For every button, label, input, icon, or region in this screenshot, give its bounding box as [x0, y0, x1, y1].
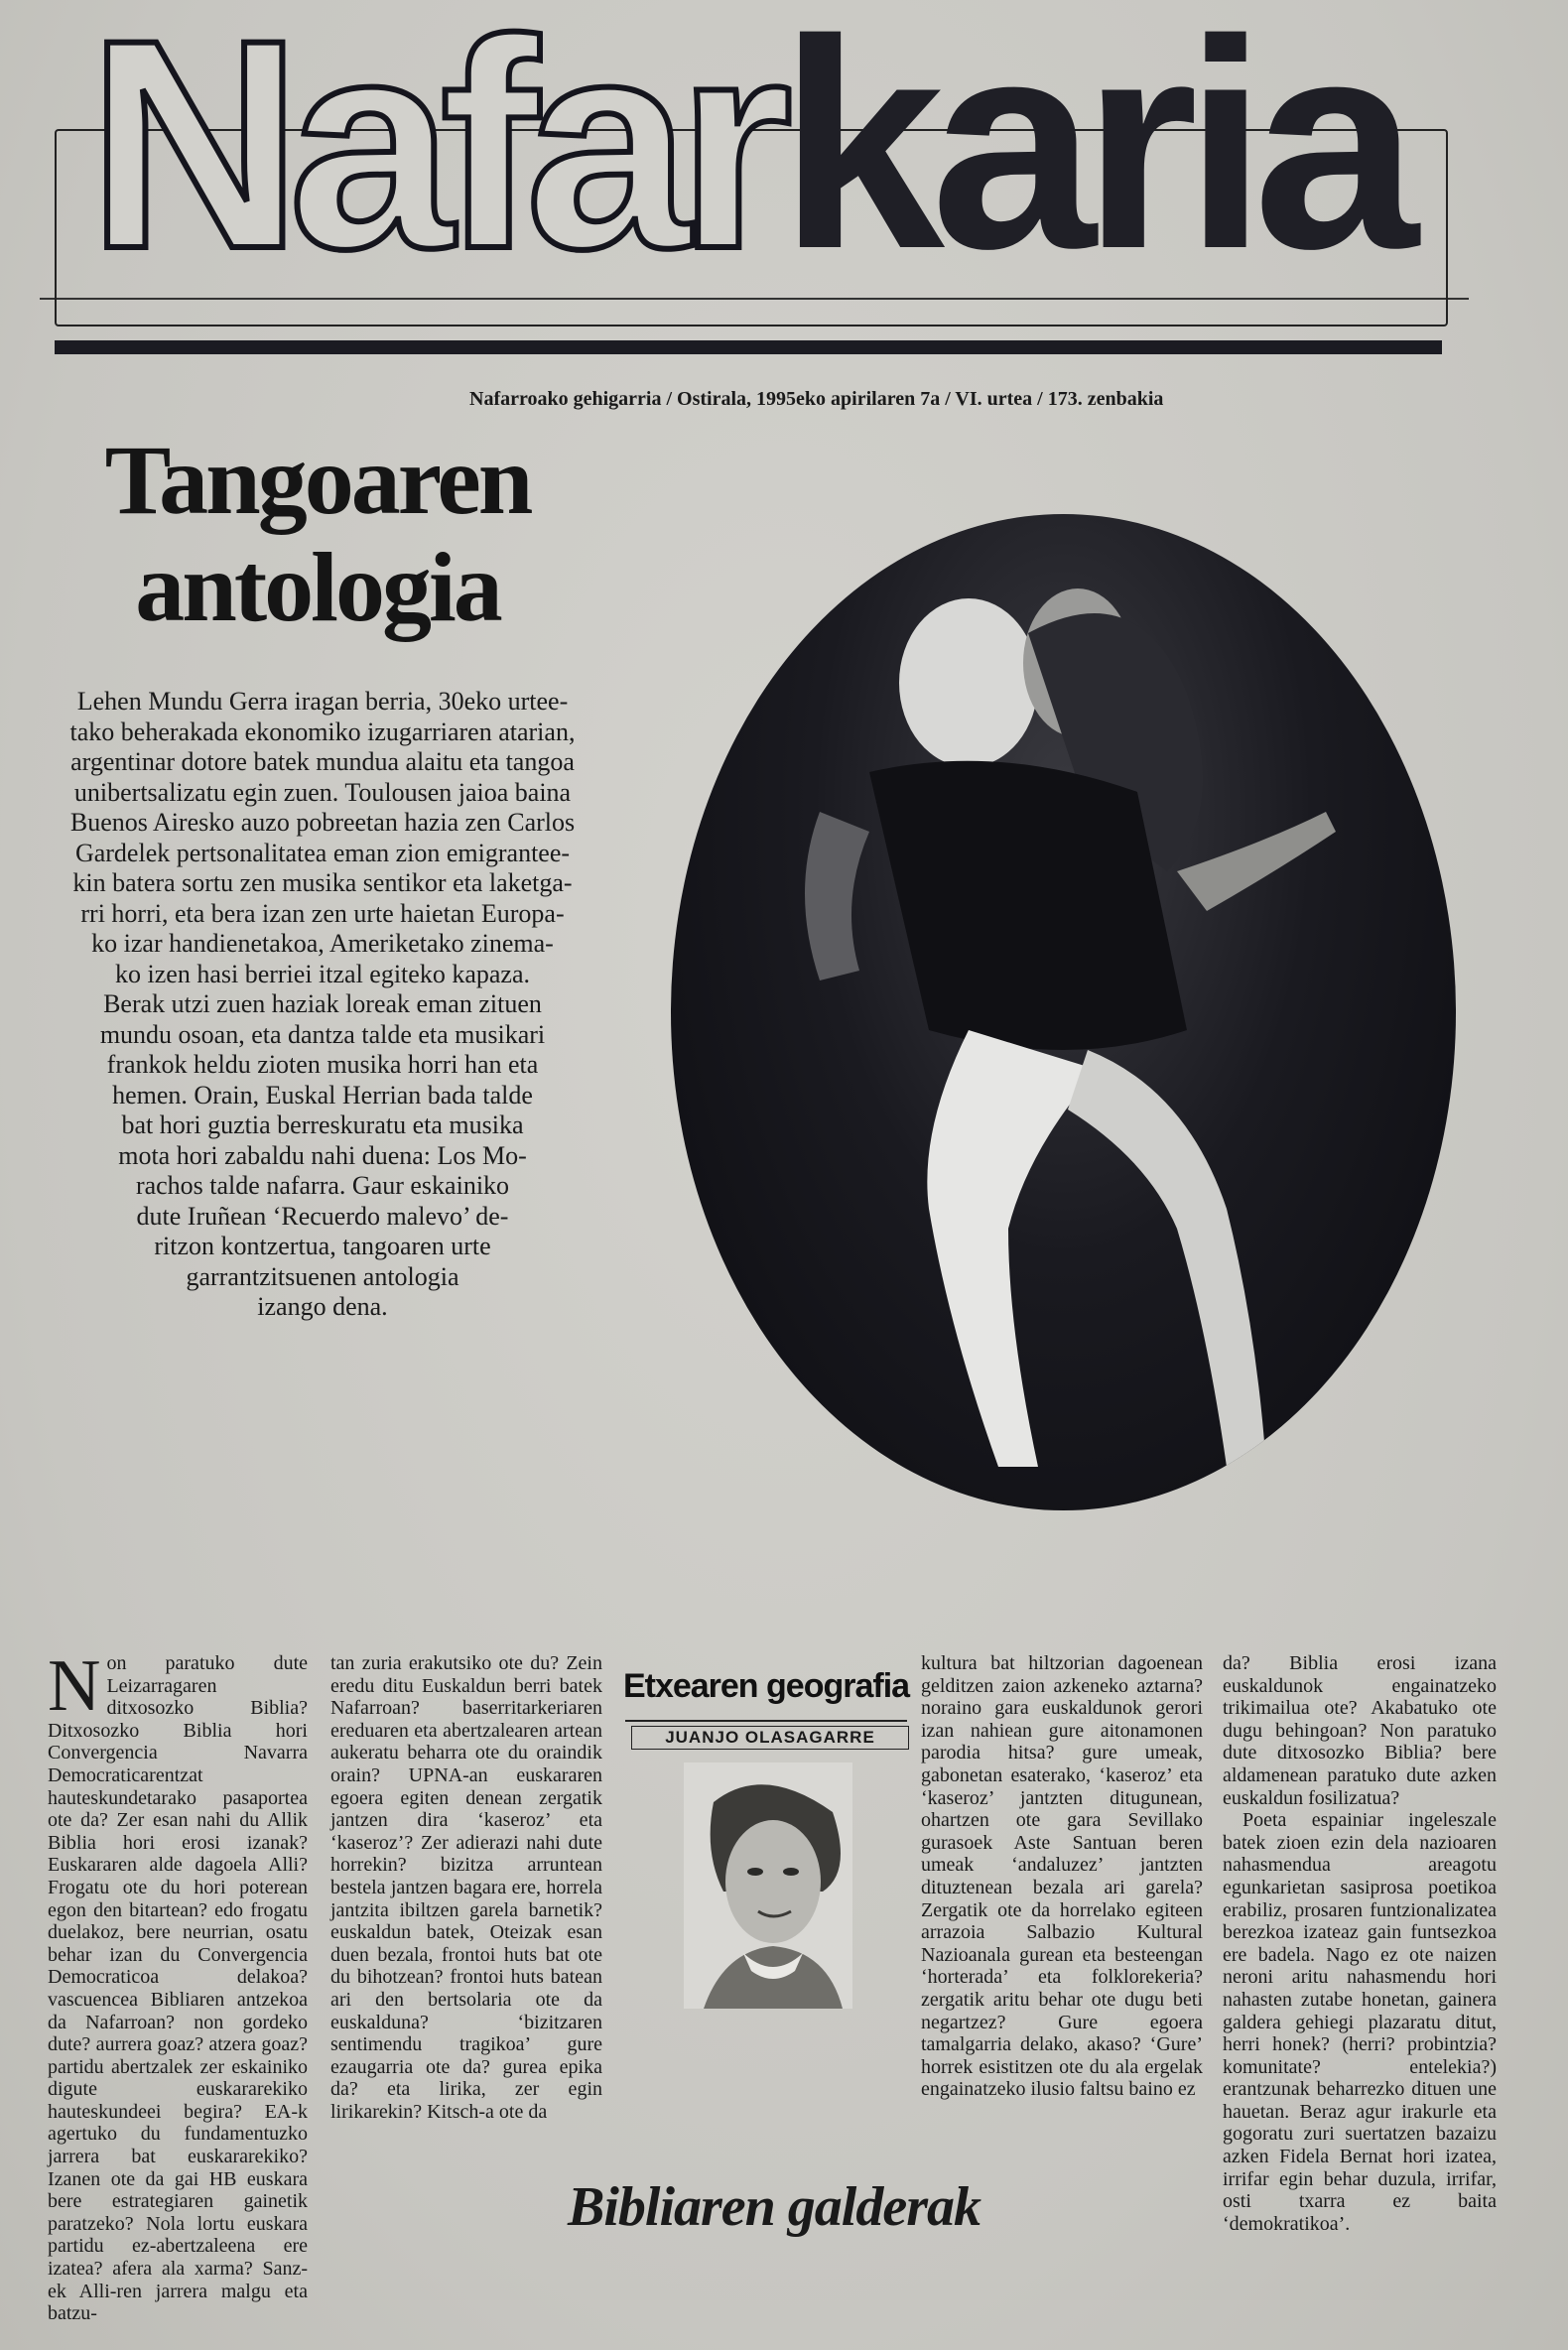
lead-body-line: dute Iruñean ‘Recuerdo malevo’ de- — [136, 1201, 509, 1231]
lead-body-line: mota hori zabaldu nahi duena: Los Mo- — [118, 1140, 527, 1170]
lead-body-line: tako beherakada ekonomiko izugarriaren atarian, — [69, 717, 576, 746]
lead-body-line: unibertsalizatu egin zuen. Toulousen jaioa baina — [73, 777, 572, 807]
masthead-rule — [55, 340, 1442, 354]
author-portrait — [684, 1762, 852, 2009]
lead-body-line: ko izar handienetakoa, Ameriketako zinema- — [91, 929, 554, 958]
column-text-3 — [921, 1652, 1203, 2101]
column-text-2 — [330, 1652, 602, 2123]
masthead-title-part1: Nafar — [87, 0, 779, 311]
lead-body-line: frankok heldu zioten musika horri han eta — [106, 1050, 539, 1079]
lead-body-line: garrantzitsuenen antologia — [186, 1261, 459, 1291]
column-text-4 — [1223, 1652, 1497, 2235]
dateline: Nafarroako gehigarria / Ostirala, 1995eko apirilaren 7a / VI. urtea / 173. zenbakia — [469, 388, 1164, 410]
lead-body-line: Gardelek pertsonalitatea eman zion emigrantee- — [74, 838, 571, 867]
lead-body-line: hemen. Orain, Euskal Herrian bada talde — [112, 1080, 533, 1110]
column-author: JUANJO OLASAGARRE — [631, 1726, 909, 1750]
column-section-title: Etxearen geografia — [622, 1667, 910, 1705]
lead-headline-line2: antologia — [135, 532, 500, 642]
lead-body-line: rachos talde nafarra. Gaur eskainiko — [135, 1171, 510, 1200]
column-text-1-body: on paratuko dute Leizarragaren ditxosozko Biblia? Ditxosozko Biblia hori Convergencia Navarra Democraticarentzat hauteskundetarako pasaportea ote da? Zer esan nahi du Allik Biblia hori erosi izanak? Euskararen alde dagoela Alli? Frogatu ote du hori poterean egon den bitartean? edo frogatu duelakoz, bere neurrian, osatu behar izan du Convergencia Democraticoa delakoa? vascuencea Bibliaren antzekoa da Nafarroan? non gordeko dute? aurrera goaz? atzera goaz? partidu abertzalek zer eskainiko digute euskararekiko hauteskundeei begira? EA-k agertuko du fundamentuzko jarrera bat euskararekiko? Izanen ote da gai HB euskara bere estrategiaren gainetik paratzeko? Nola lortu euskara partidu ez-abertzaleena ere izatea? afera ala xarma? Sanz-ek Alli-ren jarrera malgu eta batzu- — [48, 1652, 308, 2325]
lead-body-line: ritzon kontzertua, tangoaren urte — [154, 1232, 491, 1260]
column-title-rule — [625, 1720, 907, 1722]
drop-cap: N — [48, 1645, 101, 1727]
masthead-title — [87, 0, 1405, 311]
lead-body-line: bat hori guztia berreskuratu eta musika — [121, 1110, 524, 1139]
lead-body-line: Lehen Mundu Gerra iragan berria, 30eko urtee- — [76, 687, 569, 716]
tango-dancers-photo — [671, 514, 1456, 1510]
tango-dancers-illustration — [671, 514, 1456, 1510]
lead-body-line: argentinar dotore batek mundua alaitu eta tangoa — [70, 747, 575, 776]
lead-body-line: Buenos Airesko auzo pobreetan hazia zen Carlos — [69, 808, 576, 837]
column-text-2-body: tan zuria erakutsiko ote du? Zein eredu ditu Euskaldun berri batek Nafarroan? baserritarkeriaren ereduaren eta abertzalearen artean aukeratu beharra ote du oraindik orain? UPNA-an euskararen egoera egiten denean zergatik jantzen dira ‘kaseroz’ eta ‘kaseroz’? Zer adierazi nahi dute horrekin? bizitza arruntean bestela jantzen bagara ere, horrela jantzita ibiltzen garela barnetik? euskaldun batek, Oteizak esan duen bezala, frontoi huts bat ote du bihotzean? frontoi huts batean ari den bertsolaria ote da euskalduna? ‘bizitzaren sentimendu tragikoa’ gure ezaugarria ote da? gurea epika da? eta lirika, zer egin lirikarekin? Kitsch-a ote da — [330, 1652, 602, 2123]
column-text-4-para1: da? Biblia erosi izana euskaldunok engainatzeko trikimailua ote? Akabatuko ote dugu behingoan? Non paratuko dute ditxosozko Biblia? bere aldamenean paratuko dute azken euskaldun fosilizatua? — [1223, 1652, 1497, 1809]
lead-body-line: rri horri, eta bera izan zen urte haietan Europa- — [80, 898, 565, 928]
lead-body — [30, 687, 615, 1323]
column-text-4-para2: Poeta espainiar ingeleszale batek zioen ezin dela nazioaren nahasmendua areagotu egunkarietan sasiprosa poetikoa erabiliz, prosaren funtzionalizatea berezkoa izateaz gain funtsezkoa ere badela. Nago ez ote naizen neroni aritu nahasmendu hori nahasten zutabe honetan, gainera galdera gehiegi plazaratu ditut, herri honek? (herri? probintzia? komunitate? entelekia?) erantzunak beharrezko dituen une hauetan. Beraz agur irakurle eta gogoratu zuri suertatzen bazaizu azken Fidela Bernat hori izatea, irrifar egin behar duzula, irrifar, osti txarra ez baita ‘demokratikoa’. — [1223, 1809, 1497, 2235]
lead-body-line: izango dena. — [257, 1292, 388, 1321]
lead-headline-line1: Tangoaren — [104, 425, 531, 535]
column-text-1 — [48, 1645, 308, 2325]
lead-body-line: mundu osoan, eta dantza talde eta musikari — [99, 1019, 546, 1049]
column-text-3-body: kultura bat hiltzorian dagoenean gelditzen zaion azkeneko aztarna? noraino gara euskaldunok gerori izan nahiean gure aitonamonen parodia hitsa? gure umeak, gabonetan esaterako, ‘kaseroz’ eta ‘kaseroz’ jantzten ditugunean, ohartzen ote gara Sevillako gurasoek Aste Santuan beren umeak ‘andaluzez’ jantzten dituztenean bezala ari garela? Zergatik ote da horrelako egiteen arrazoia Salbazio Kultural Nazioanala gurean eta besteengan ‘horterada’ eta folklorekeria? zergatik aritu behar ote dugu beti negartzez? Gure egoera tamalgarria delako, akaso? ‘Gure’ horrek esistitzen ote du ala ergelak engainatzeko ilusio faltsu baino ez — [921, 1652, 1203, 2101]
masthead-title-part2: karia — [779, 0, 1405, 311]
lead-body-line: ko izen hasi berriei itzal egiteko kapaza. — [115, 959, 530, 988]
author-portrait-illustration — [684, 1762, 852, 2009]
lead-body-line: kin batera sortu zen musika sentikor eta laketga- — [72, 868, 573, 897]
lead-body-line: Berak utzi zuen haziak loreak eman zituen — [103, 989, 542, 1018]
lead-headline — [60, 427, 576, 641]
column-headline: Bibliaren galderak — [567, 2176, 981, 2238]
